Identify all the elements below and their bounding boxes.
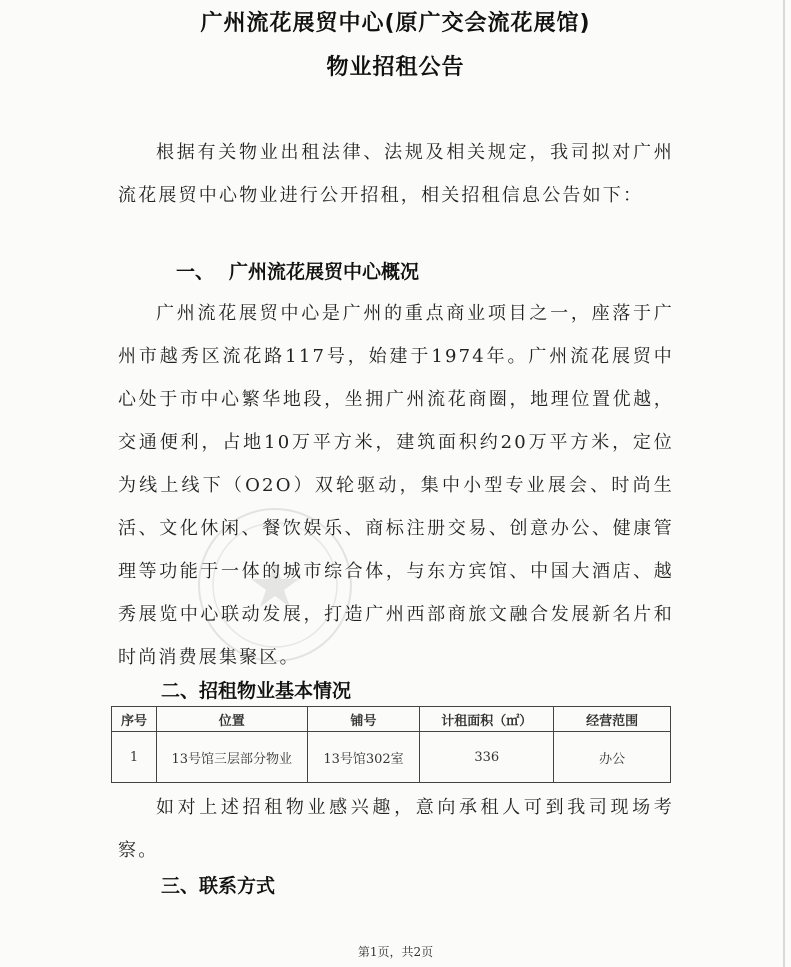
intro-paragraph: 根据有关物业出租法律、法规及相关规定，我司拟对广州流花展贸中心物业进行公开招租，相关招租信息公告如下：: [118, 142, 674, 206]
table-header-row: [112, 707, 671, 732]
header-index: 序号: [112, 707, 157, 732]
notice-title-line1: 广州流花展贸中心(原广交会流花展馆): [200, 11, 591, 36]
header-unit-number: 铺号: [307, 707, 420, 732]
cell-index: 1: [112, 732, 157, 783]
table-row: [112, 732, 671, 783]
section1-number: 一、: [176, 261, 215, 283]
inspection-note-paragraph: 如对上述招租物业感兴趣，意向承租人可到我司现场考察。: [118, 797, 674, 861]
section1-heading: 广州流花展贸中心概况: [229, 261, 420, 283]
header-location: 位置: [156, 707, 307, 732]
rental-property-table: [111, 706, 671, 783]
overview-paragraph: 广州流花展贸中心是广州的重点商业项目之一，座落于广州市越秀区流花路117号，始建于1974年。广州流花展贸中心处于市中心繁华地段，坐拥广州流花商圈，地理位置优越，交通便利，占地10万平方米，建筑面积约20万平方米，定位为线上线下（O2O）双轮驱动，集中小型专业展会、时尚生活、文化休闲、餐饮娱乐、商标注册交易、创意办公、健康管理等功能于一体的城市综合体，与东方宾馆、中国大酒店、越秀展览中心联动发展，打造广州西部商旅文融合发展新名片和时尚消费展集聚区。: [118, 303, 674, 668]
cell-unit-number: 13号馆302室: [307, 732, 420, 783]
cell-business-scope: 办公: [554, 732, 671, 783]
page-edge: [783, 0, 785, 967]
cell-location: 13号馆三层部分物业: [156, 732, 307, 783]
section3-heading: 三、联系方式: [161, 875, 276, 897]
page-number-footer: 第1页，共2页: [357, 945, 434, 959]
section2-heading: 二、招租物业基本情况: [161, 680, 352, 702]
header-area: 计租面积（㎡）: [420, 707, 554, 732]
header-business-scope: 经营范围: [554, 707, 671, 732]
cell-area: 336: [420, 732, 554, 783]
notice-title-line2: 物业招租公告: [326, 55, 465, 80]
